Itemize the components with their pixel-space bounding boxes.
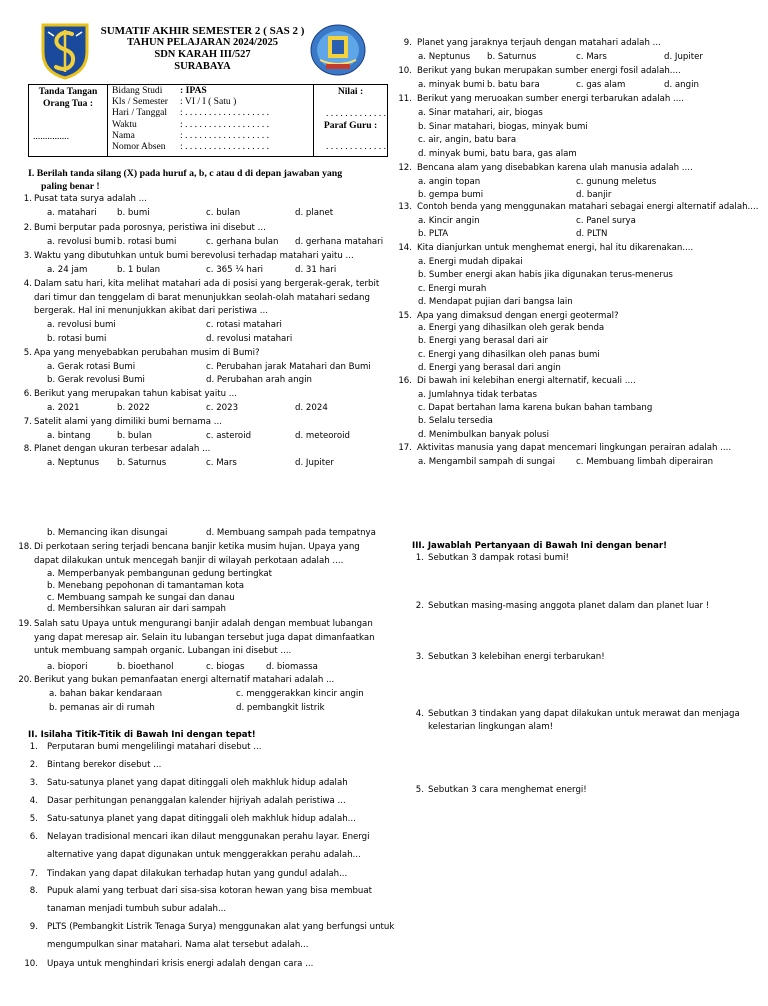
- item-number: 8.: [29, 886, 38, 896]
- signature-label: Tanda Tangan: [38, 86, 98, 97]
- question-text: Berikut yang merupakan tahun kabisat yaitu ...: [34, 389, 237, 399]
- student-info-cell: [108, 85, 314, 156]
- answer-option[interactable]: a. Energi mudah dipakai: [418, 257, 523, 267]
- section-1-title: I. Berilah tanda silang (X) pada huruf a, b, c atau d di depan jawaban yang: [28, 168, 343, 179]
- q2-option-a[interactable]: a. revolusi bumi: [47, 237, 116, 247]
- question-number: 18.: [18, 542, 32, 552]
- answer-option[interactable]: b. pemanas air di rumah: [49, 703, 155, 713]
- fill-in-item-text[interactable]: Pupuk alami yang terbuat dari sisa-sisa kotoran hewan yang bisa membuat: [47, 886, 372, 896]
- q4-option-b[interactable]: b. rotasi bumi: [47, 334, 107, 344]
- answer-option[interactable]: b. gempa bumi: [418, 190, 484, 200]
- grade-cell: [314, 85, 387, 156]
- answer-option[interactable]: b. PLTA: [418, 229, 449, 239]
- essay-question-text[interactable]: Sebutkan 3 dampak rotasi bumi!: [428, 553, 569, 563]
- teacher-sign-field[interactable]: . . . . . . . . . . . . .: [326, 141, 386, 152]
- question-text: Planet yang jaraknya terjauh dengan matahari adalah ...: [417, 38, 661, 48]
- q7-option-d[interactable]: d. meteoroid: [295, 431, 350, 441]
- roll-number-field[interactable]: : . . . . . . . . . . . . . . . . . .: [180, 140, 270, 152]
- answer-option[interactable]: d. Membersihkan saluran air dari sampah: [47, 604, 226, 615]
- question-text: Bencana alam yang disebabkan karena ulah manusia adalah ....: [417, 163, 693, 173]
- q17-option-b[interactable]: b. Memancing ikan disungai: [47, 528, 168, 538]
- q5-option-d[interactable]: d. Perubahan arah angin: [206, 375, 312, 385]
- subject-label: Bidang Studi: [112, 85, 163, 96]
- question-text: untuk membuang sampah organic. Lubangan ini disebut ....: [34, 646, 292, 657]
- answer-option[interactable]: c. Membuang sampah ke sungai dan danau: [47, 592, 235, 603]
- fill-in-item-text[interactable]: Nelayan tradisional mencari ikan dilaut menggunakan perahu layar. Energi: [47, 832, 370, 842]
- answer-option[interactable]: d. biomassa: [266, 662, 318, 672]
- question-text: Salah satu Upaya untuk mengurangi banjir adalah dengan membuat lubangan: [34, 619, 373, 629]
- question-text: dari timur dan tenggelam di barat menunjukkan seolah-olah matahari sedang: [34, 292, 370, 303]
- q6-option-b[interactable]: b. 2022: [117, 403, 150, 413]
- question-text: Apa yang dimaksud dengan energi geotermal?: [417, 311, 619, 321]
- q5-option-b[interactable]: b. Gerak revolusi Bumi: [47, 375, 145, 385]
- surabaya-emblem-icon: [40, 22, 90, 80]
- q3-option-d[interactable]: d. 31 hari: [295, 265, 337, 275]
- date-field[interactable]: : . . . . . . . . . . . . . . . . . .: [180, 107, 270, 119]
- question-text: Bumi berputar pada porosnya, peristiwa ini disebut ...: [34, 223, 266, 233]
- question-text: Di bawah ini kelebihan energi alternatif, kecuali ....: [417, 376, 636, 386]
- q2-option-d[interactable]: d. gerhana matahari: [295, 237, 384, 247]
- question-text: bergerak. Hal ini menunjukkan akibat dari peristiwa ...: [34, 306, 268, 317]
- answer-option[interactable]: b. Sumber energi akan habis jika digunakan terus-menerus: [418, 270, 673, 280]
- item-number: 5.: [29, 814, 38, 824]
- answer-option[interactable]: c. Dapat bertahan lama karena bukan bahan tambang: [418, 403, 653, 413]
- school-emblem-icon: [310, 24, 366, 76]
- question-text: Satelit alami yang dimiliki bumi bernama ...: [34, 417, 222, 427]
- answer-option[interactable]: c. Energi yang dihasilkan oleh panas bumi: [418, 350, 600, 360]
- name-label: Nama: [112, 129, 135, 141]
- question-number: 8.: [23, 444, 32, 454]
- fill-in-item-text[interactable]: PLTS (Pembangkit Listrik Tenaga Surya) menggunakan alat yang berfungsi untuk: [47, 922, 395, 932]
- question-number: 14.: [398, 243, 412, 253]
- fill-in-item-text[interactable]: Tindakan yang dapat dilakukan terhadap hutan yang gundul adalah...: [47, 869, 348, 879]
- q1-option-a[interactable]: a. matahari: [47, 208, 97, 218]
- question-text: Pusat tata surya adalah ...: [34, 194, 147, 204]
- q2-option-b[interactable]: b. rotasi bumi: [117, 237, 177, 247]
- question-number: 12.: [398, 163, 412, 173]
- question-number: 3.: [23, 251, 32, 261]
- answer-option[interactable]: a. biopori: [47, 662, 88, 672]
- answer-option[interactable]: a. Jumlahnya tidak terbatas: [418, 390, 537, 400]
- answer-option[interactable]: d. pembangkit listrik: [236, 703, 325, 713]
- q17-option-d[interactable]: d. Membuang sampah pada tempatnya: [206, 528, 376, 538]
- q8-option-a[interactable]: a. Neptunus: [47, 458, 100, 468]
- essay-question-text[interactable]: Sebutkan masing-masing anggota planet dalam dan planet luar !: [428, 601, 710, 611]
- essay-number: 5.: [415, 785, 424, 795]
- answer-option[interactable]: c. biogas: [206, 662, 245, 672]
- essay-question-text[interactable]: Sebutkan 3 cara menghemat energi!: [428, 785, 587, 795]
- answer-option[interactable]: d. banjir: [576, 190, 612, 200]
- answer-option[interactable]: c. Membuang limbah diperairan: [576, 457, 714, 467]
- fill-in-item-text[interactable]: tanaman menjadi tumbuh subur adalah...: [47, 903, 227, 914]
- question-number: 1.: [23, 194, 32, 204]
- answer-option[interactable]: b. Saturnus: [487, 52, 537, 62]
- answer-option[interactable]: a. Memperbanyak pembangunan gedung bertingkat: [47, 569, 273, 579]
- teacher-sign-label: Paraf Guru :: [323, 120, 378, 131]
- question-number: 19.: [18, 619, 32, 629]
- item-number: 2.: [29, 760, 38, 770]
- question-number: 16.: [398, 376, 412, 386]
- q7-option-c[interactable]: c. asteroid: [206, 431, 252, 441]
- answer-option[interactable]: a. Mengambil sampah di sungai: [418, 457, 556, 467]
- answer-option[interactable]: a. Energi yang dihasilkan oleh gerak benda: [418, 323, 605, 333]
- essay-number: 1.: [415, 553, 424, 563]
- question-text: Aktivitas manusia yang dapat mencemari lingkungan perairan adalah ....: [417, 443, 732, 453]
- school-year: TAHUN PELAJARAN 2024/2025: [127, 37, 278, 48]
- student-id-box: [28, 84, 388, 157]
- item-number: 7.: [29, 869, 38, 879]
- fill-in-item-text[interactable]: Satu-satunya planet yang dapat ditinggali oleh makhluk hidup adalah...: [47, 814, 356, 824]
- item-number: 6.: [29, 832, 38, 842]
- question-text: Contoh benda yang menggunakan matahari sebagai energi alternatif adalah....: [417, 202, 759, 212]
- q8-option-d[interactable]: d. Jupiter: [295, 458, 334, 468]
- question-text: Di perkotaan sering terjadi bencana banjir ketika musim hujan. Upaya yang: [34, 542, 360, 552]
- answer-option[interactable]: c. gas alam: [576, 80, 626, 90]
- essay-number: 4.: [415, 709, 424, 719]
- essay-question-text[interactable]: kelestarian lingkungan alam!: [428, 721, 554, 732]
- q1-option-c[interactable]: c. bulan: [206, 208, 241, 218]
- question-number: 5.: [23, 348, 32, 358]
- section-3-title: III. Jawablah Pertanyaan di Bawah Ini dengan benar!: [412, 541, 668, 551]
- question-text: Kita dianjurkan untuk menghemat energi, hal itu dikarenakan....: [417, 243, 694, 253]
- q4-option-c[interactable]: c. rotasi matahari: [206, 320, 282, 330]
- question-text: Berikut yang bukan merupakan sumber energi fosil adalah....: [417, 66, 681, 76]
- fill-in-item-text[interactable]: Bintang berekor disebut ...: [47, 760, 162, 770]
- answer-option[interactable]: b. bioethanol: [117, 662, 174, 672]
- fill-in-item-text[interactable]: mengumpulkan sinar matahari. Nama alat tersebut adalah...: [47, 939, 309, 950]
- question-text: Dalam satu hari, kita melihat matahari ada di posisi yang bergerak-gerak, terbit: [34, 279, 380, 289]
- signature-line[interactable]: ...............: [33, 131, 69, 142]
- answer-option[interactable]: c. gunung meletus: [576, 177, 657, 187]
- item-number: 9.: [29, 922, 38, 932]
- grade-field[interactable]: . . . . . . . . . . . . .: [326, 108, 386, 119]
- question-number: 2.: [23, 223, 32, 233]
- q5-option-a[interactable]: a. Gerak rotasi Bumi: [47, 362, 136, 372]
- q7-option-a[interactable]: a. bintang: [47, 431, 91, 441]
- q3-option-c[interactable]: c. 365 ¼ hari: [206, 265, 264, 275]
- q6-option-c[interactable]: c. 2023: [206, 403, 239, 413]
- q1-option-d[interactable]: d. planet: [295, 208, 334, 218]
- time-label: Waktu: [112, 118, 137, 130]
- question-text: Apa yang menyebabkan perubahan musim di Bumi?: [34, 348, 260, 358]
- answer-option[interactable]: c. Panel surya: [576, 216, 636, 226]
- question-text: Berikut yang bukan pemanfaatan energi alternatif matahari adalah ...: [34, 675, 335, 685]
- answer-option[interactable]: a. angin topan: [418, 177, 481, 187]
- fill-in-item-text[interactable]: Dasar perhitungan penanggalan kalender hijriyah adalah peristiwa ...: [47, 796, 346, 806]
- essay-question-text[interactable]: Sebutkan 3 tindakan yang dapat dilakukan untuk merawat dan menjaga: [428, 709, 740, 719]
- item-number: 1.: [29, 742, 38, 752]
- class-label: Kls / Semester: [112, 96, 168, 108]
- fill-in-item-text[interactable]: Satu-satunya planet yang dapat ditinggali oleh makhluk hidup adalah: [47, 778, 348, 788]
- item-number: 4.: [29, 796, 38, 806]
- question-text: yang dapat meresap air. Selain itu lubangan tersebut juga dapat dimanfaatkan: [34, 632, 375, 643]
- roll-number-label: Nomor Absen: [112, 140, 166, 152]
- question-number: 7.: [23, 417, 32, 427]
- answer-option[interactable]: c. menggerakkan kincir angin: [236, 689, 364, 699]
- essay-number: 2.: [415, 601, 424, 611]
- exam-title: SUMATIF AKHIR SEMESTER 2 ( SAS 2 ): [100, 25, 305, 37]
- answer-option[interactable]: d. Energi yang berasal dari angin: [418, 363, 561, 373]
- q8-option-b[interactable]: b. Saturnus: [117, 458, 167, 468]
- q3-option-b[interactable]: b. 1 bulan: [117, 265, 161, 275]
- answer-option[interactable]: d. Menimbulkan banyak polusi: [418, 430, 550, 440]
- question-text: Planet dengan ukuran terbesar adalah ...: [34, 444, 211, 454]
- q6-option-a[interactable]: a. 2021: [47, 403, 80, 413]
- answer-option[interactable]: d. Jupiter: [664, 52, 703, 62]
- question-number: 20.: [18, 675, 32, 685]
- q4-option-a[interactable]: a. revolusi bumi: [47, 320, 116, 330]
- name-field[interactable]: : . . . . . . . . . . . . . . . . . .: [180, 129, 270, 141]
- time-field[interactable]: : . . . . . . . . . . . . . . . . . .: [180, 118, 270, 130]
- date-label: Hari / Tanggal: [112, 107, 168, 119]
- answer-option[interactable]: c. Mars: [576, 52, 607, 62]
- q2-option-c[interactable]: c. gerhana bulan: [206, 237, 279, 247]
- school-name: SDN KARAH III/527: [154, 49, 251, 60]
- question-number: 15.: [398, 311, 412, 321]
- section-1-title-cont: paling benar !: [41, 181, 100, 192]
- essay-number: 3.: [415, 652, 424, 662]
- q4-option-d[interactable]: d. revolusi matahari: [206, 334, 293, 344]
- question-number: 6.: [23, 389, 32, 399]
- q1-option-b[interactable]: b. bumi: [117, 208, 150, 218]
- parent-signature-cell: [29, 85, 108, 156]
- item-number: 3.: [29, 778, 38, 788]
- essay-question-text[interactable]: Sebutkan 3 kelebihan energi terbarukan!: [428, 652, 605, 662]
- answer-option[interactable]: b. Sinar matahari, biogas, minyak bumi: [418, 122, 588, 132]
- item-number: 10.: [24, 959, 38, 969]
- class-value: : VI / I ( Satu ): [180, 96, 237, 108]
- answer-option[interactable]: c. air, angin, batu bara: [418, 135, 517, 145]
- answer-option[interactable]: d. minyak bumi, batu bara, gas alam: [418, 149, 577, 159]
- question-number: 13.: [398, 202, 412, 212]
- subject-value: : IPAS: [180, 85, 207, 96]
- answer-option[interactable]: a. minyak bumi: [418, 80, 485, 90]
- answer-option[interactable]: c. Energi murah: [418, 284, 487, 294]
- question-number: 10.: [398, 66, 412, 76]
- grade-label: Nilai :: [337, 86, 364, 97]
- question-text: dapat dilakukan untuk mencegah banjir di wilayah perkotaan adalah ....: [34, 555, 344, 566]
- fill-in-item-text[interactable]: Upaya untuk menghindari krisis energi adalah dengan cara ...: [47, 959, 314, 969]
- answer-option[interactable]: a. Kincir angin: [418, 216, 480, 226]
- question-text: Waktu yang dibutuhkan untuk bumi berevolusi terhadap matahari yaitu ...: [34, 251, 354, 261]
- q5-option-c[interactable]: c. Perubahan jarak Matahari dan Bumi: [206, 362, 371, 372]
- answer-option[interactable]: a. Sinar matahari, air, biogas: [418, 108, 543, 118]
- fill-in-item-text[interactable]: alternative yang dapat digunakan untuk menggerakkan perahu adalah...: [47, 849, 361, 860]
- question-number: 9.: [403, 38, 412, 48]
- section-2-title: II. Isilaha Titik-Titik di Bawah Ini dengan tepat!: [28, 730, 256, 740]
- q3-option-a[interactable]: a. 24 jam: [47, 265, 88, 275]
- answer-option[interactable]: b. Menebang pepohonan di tamantaman kota: [47, 580, 245, 591]
- q6-option-d[interactable]: d. 2024: [295, 403, 328, 413]
- question-text: Berikut yang meruoakan sumber energi terbarukan adalah ....: [417, 94, 684, 104]
- city-name: SURABAYA: [174, 61, 231, 72]
- signature-label-2: Orang Tua :: [42, 97, 94, 109]
- question-number: 4.: [23, 279, 32, 289]
- answer-option[interactable]: b. Energi yang berasal dari air: [418, 336, 548, 346]
- answer-option[interactable]: a. Neptunus: [418, 52, 471, 62]
- answer-option[interactable]: d. Mendapat pujian dari bangsa lain: [418, 297, 573, 307]
- q7-option-b[interactable]: b. bulan: [117, 431, 152, 441]
- answer-option[interactable]: b. batu bara: [487, 80, 540, 90]
- answer-option[interactable]: b. Selalu tersedia: [418, 416, 493, 426]
- question-number: 11.: [398, 94, 412, 104]
- answer-option[interactable]: a. bahan bakar kendaraan: [49, 689, 163, 699]
- question-number: 17.: [398, 443, 412, 453]
- q8-option-c[interactable]: c. Mars: [206, 458, 237, 468]
- answer-option[interactable]: d. angin: [664, 80, 699, 90]
- fill-in-item-text[interactable]: Perputaran bumi mengelilingi matahari disebut ...: [47, 742, 262, 752]
- answer-option[interactable]: d. PLTN: [576, 229, 608, 239]
